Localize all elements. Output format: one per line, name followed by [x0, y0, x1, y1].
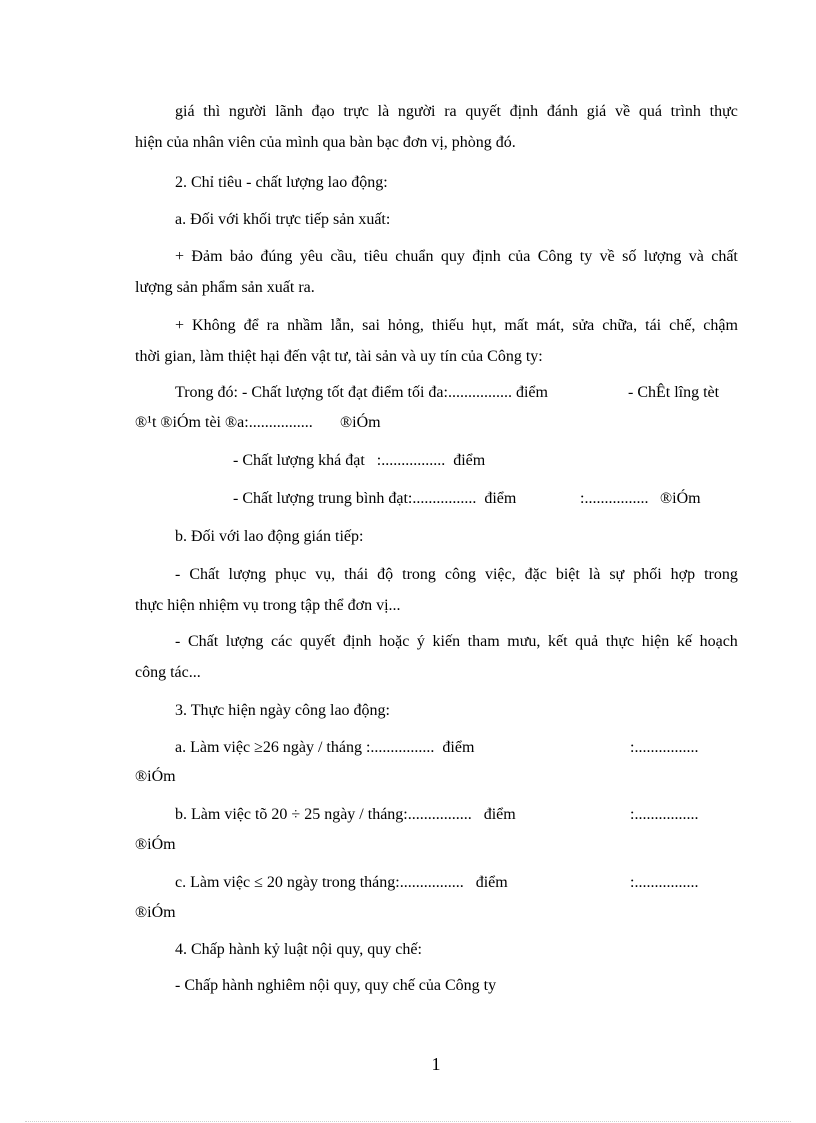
text-line: lượng sản phẩm sản xuất ra.: [135, 279, 315, 296]
word: để: [243, 317, 259, 334]
word: bảo: [229, 248, 254, 265]
word: -: [175, 566, 181, 583]
garbled-text: ®iÓm: [135, 904, 176, 921]
word: vụ,: [315, 566, 336, 583]
word: về: [599, 248, 615, 265]
word: mất: [504, 317, 529, 334]
word: thực: [605, 633, 635, 650]
word: chuẩn: [395, 248, 434, 265]
section-heading: 3. Thực hiện ngày công lao động:: [175, 702, 390, 719]
text-line: - Chất lượng trung bình đạt:................ điểm: [233, 490, 517, 507]
word: độ: [377, 566, 394, 583]
word: người: [397, 103, 436, 120]
word: thì: [203, 103, 221, 120]
word: đánh: [546, 103, 578, 120]
word: quyết: [299, 633, 336, 650]
text-line: công tác...: [135, 664, 201, 681]
word: công: [444, 566, 476, 583]
text-line: c. Làm việc ≤ 20 ngày trong tháng:................ điểm: [175, 874, 508, 891]
text-line: thời gian, làm thiệt hại đến vật tư, tài sản và uy tín của Công ty:: [135, 348, 543, 365]
dotted-fill: :................: [580, 490, 649, 507]
text-line: [175, 247, 738, 267]
word: tái: [645, 317, 662, 334]
word: mát,: [536, 317, 565, 334]
word: +: [175, 317, 185, 334]
word: quy: [440, 248, 465, 265]
word: Không: [192, 317, 236, 334]
garbled-text: ®iÓm: [660, 490, 701, 507]
word: biệt: [555, 566, 580, 583]
word: sai: [362, 317, 380, 334]
word: trong: [402, 566, 436, 583]
word: là: [588, 566, 601, 583]
word: thiếu: [431, 317, 464, 334]
word: người: [228, 103, 267, 120]
word: lãnh: [275, 103, 303, 120]
garbled-text: - ChÊt lîng tèt: [628, 384, 720, 401]
dotted-fill: :................: [630, 806, 699, 823]
word: đúng: [260, 248, 293, 265]
text-line: - Chất lượng khá đạt :................ điểm: [233, 452, 486, 469]
word: đạo: [311, 103, 335, 120]
word: Chất: [187, 633, 219, 650]
word: việc,: [484, 566, 516, 583]
dotted-fill: :................: [630, 874, 699, 891]
text-line: [175, 632, 738, 652]
word: và: [688, 248, 704, 265]
word: của: [508, 248, 531, 265]
word: kết: [548, 633, 568, 650]
word: hợp: [670, 566, 696, 583]
text-line: [175, 565, 738, 585]
word: phối: [633, 566, 662, 583]
word: mưu,: [507, 633, 541, 650]
word: -: [175, 633, 181, 650]
word: trình: [670, 103, 701, 120]
text-line: [175, 316, 738, 336]
text-line: [175, 102, 738, 122]
section-heading: 4. Chấp hành kỷ luật nội quy, quy chế:: [175, 941, 422, 958]
word: chậm: [703, 317, 738, 334]
word: trực: [343, 103, 369, 120]
word: hiện: [641, 633, 670, 650]
word: chữa,: [602, 317, 638, 334]
word: định: [472, 248, 501, 265]
word: phục: [275, 566, 307, 583]
word: định: [509, 103, 539, 120]
word: sự: [609, 566, 625, 583]
section-heading: 2. Chỉ tiêu - chất lượng lao động:: [175, 174, 388, 191]
garbled-text: ®iÓm: [340, 414, 381, 431]
word: Đảm: [191, 248, 223, 265]
word: số: [622, 248, 637, 265]
word: ra: [266, 317, 280, 334]
text-line: - Chấp hành nghiêm nội quy, quy chế của Công ty: [175, 977, 497, 994]
word: quả: [575, 633, 599, 650]
word: lượng: [225, 633, 264, 650]
word: hoạch: [699, 633, 738, 650]
word: về: [614, 103, 631, 120]
subsection-heading: a. Đối với khối trực tiếp sản xuất:: [175, 211, 391, 228]
word: tham: [467, 633, 500, 650]
word: Chất: [189, 566, 220, 583]
word: định: [343, 633, 372, 650]
word: chất: [711, 248, 738, 265]
word: hoặc: [379, 633, 410, 650]
word: đặc: [524, 566, 547, 583]
word: quyết: [465, 103, 501, 120]
word: lượng: [643, 248, 682, 265]
word: yêu: [299, 248, 323, 265]
word: +: [175, 248, 185, 265]
word: lượng: [228, 566, 267, 583]
text-line: b. Làm việc tõ 20 ÷ 25 ngày / tháng:................ điểm: [175, 806, 516, 823]
word: thực: [709, 103, 738, 120]
word: tiêu: [363, 248, 388, 265]
word: ra: [444, 103, 457, 120]
dotted-fill: :................: [630, 739, 699, 756]
text-line: Trong đó: - Chất lượng tốt đạt điểm tối đa:................ điểm: [175, 384, 548, 401]
word: hụt,: [471, 317, 497, 334]
word: chế,: [669, 317, 696, 334]
word: trong: [704, 566, 738, 583]
word: sửa: [572, 317, 595, 334]
word: ý: [416, 633, 425, 650]
word: cầu,: [330, 248, 357, 265]
word: các: [270, 633, 293, 650]
page-number: 1: [431, 1054, 441, 1074]
garbled-text: ®iÓm: [135, 768, 176, 785]
word: nhầm: [287, 317, 323, 334]
word: kiến: [432, 633, 461, 650]
word: quá: [638, 103, 662, 120]
text-line: thực hiện nhiệm vụ trong tập thể đơn vị...: [135, 597, 401, 614]
garbled-text: ®¹t ®iÓm tèi ®a:................: [135, 414, 313, 431]
word: thái: [344, 566, 369, 583]
word: Công: [537, 248, 573, 265]
subsection-heading: b. Đối với lao động gián tiếp:: [175, 528, 364, 545]
text-line: a. Làm việc ≥26 ngày / tháng :................ điểm: [175, 739, 475, 756]
word: hỏng,: [387, 317, 424, 334]
word: kế: [676, 633, 692, 650]
text-line: hiện của nhân viên của mình qua bàn bạc đơn vị, phòng đó.: [135, 134, 516, 151]
word: giá: [586, 103, 607, 120]
word: lẫn,: [330, 317, 355, 334]
word: là: [377, 103, 390, 120]
page-bottom-divider: [25, 1121, 791, 1122]
garbled-text: ®iÓm: [135, 836, 176, 853]
word: giá: [175, 103, 195, 120]
word: ty: [579, 248, 593, 265]
